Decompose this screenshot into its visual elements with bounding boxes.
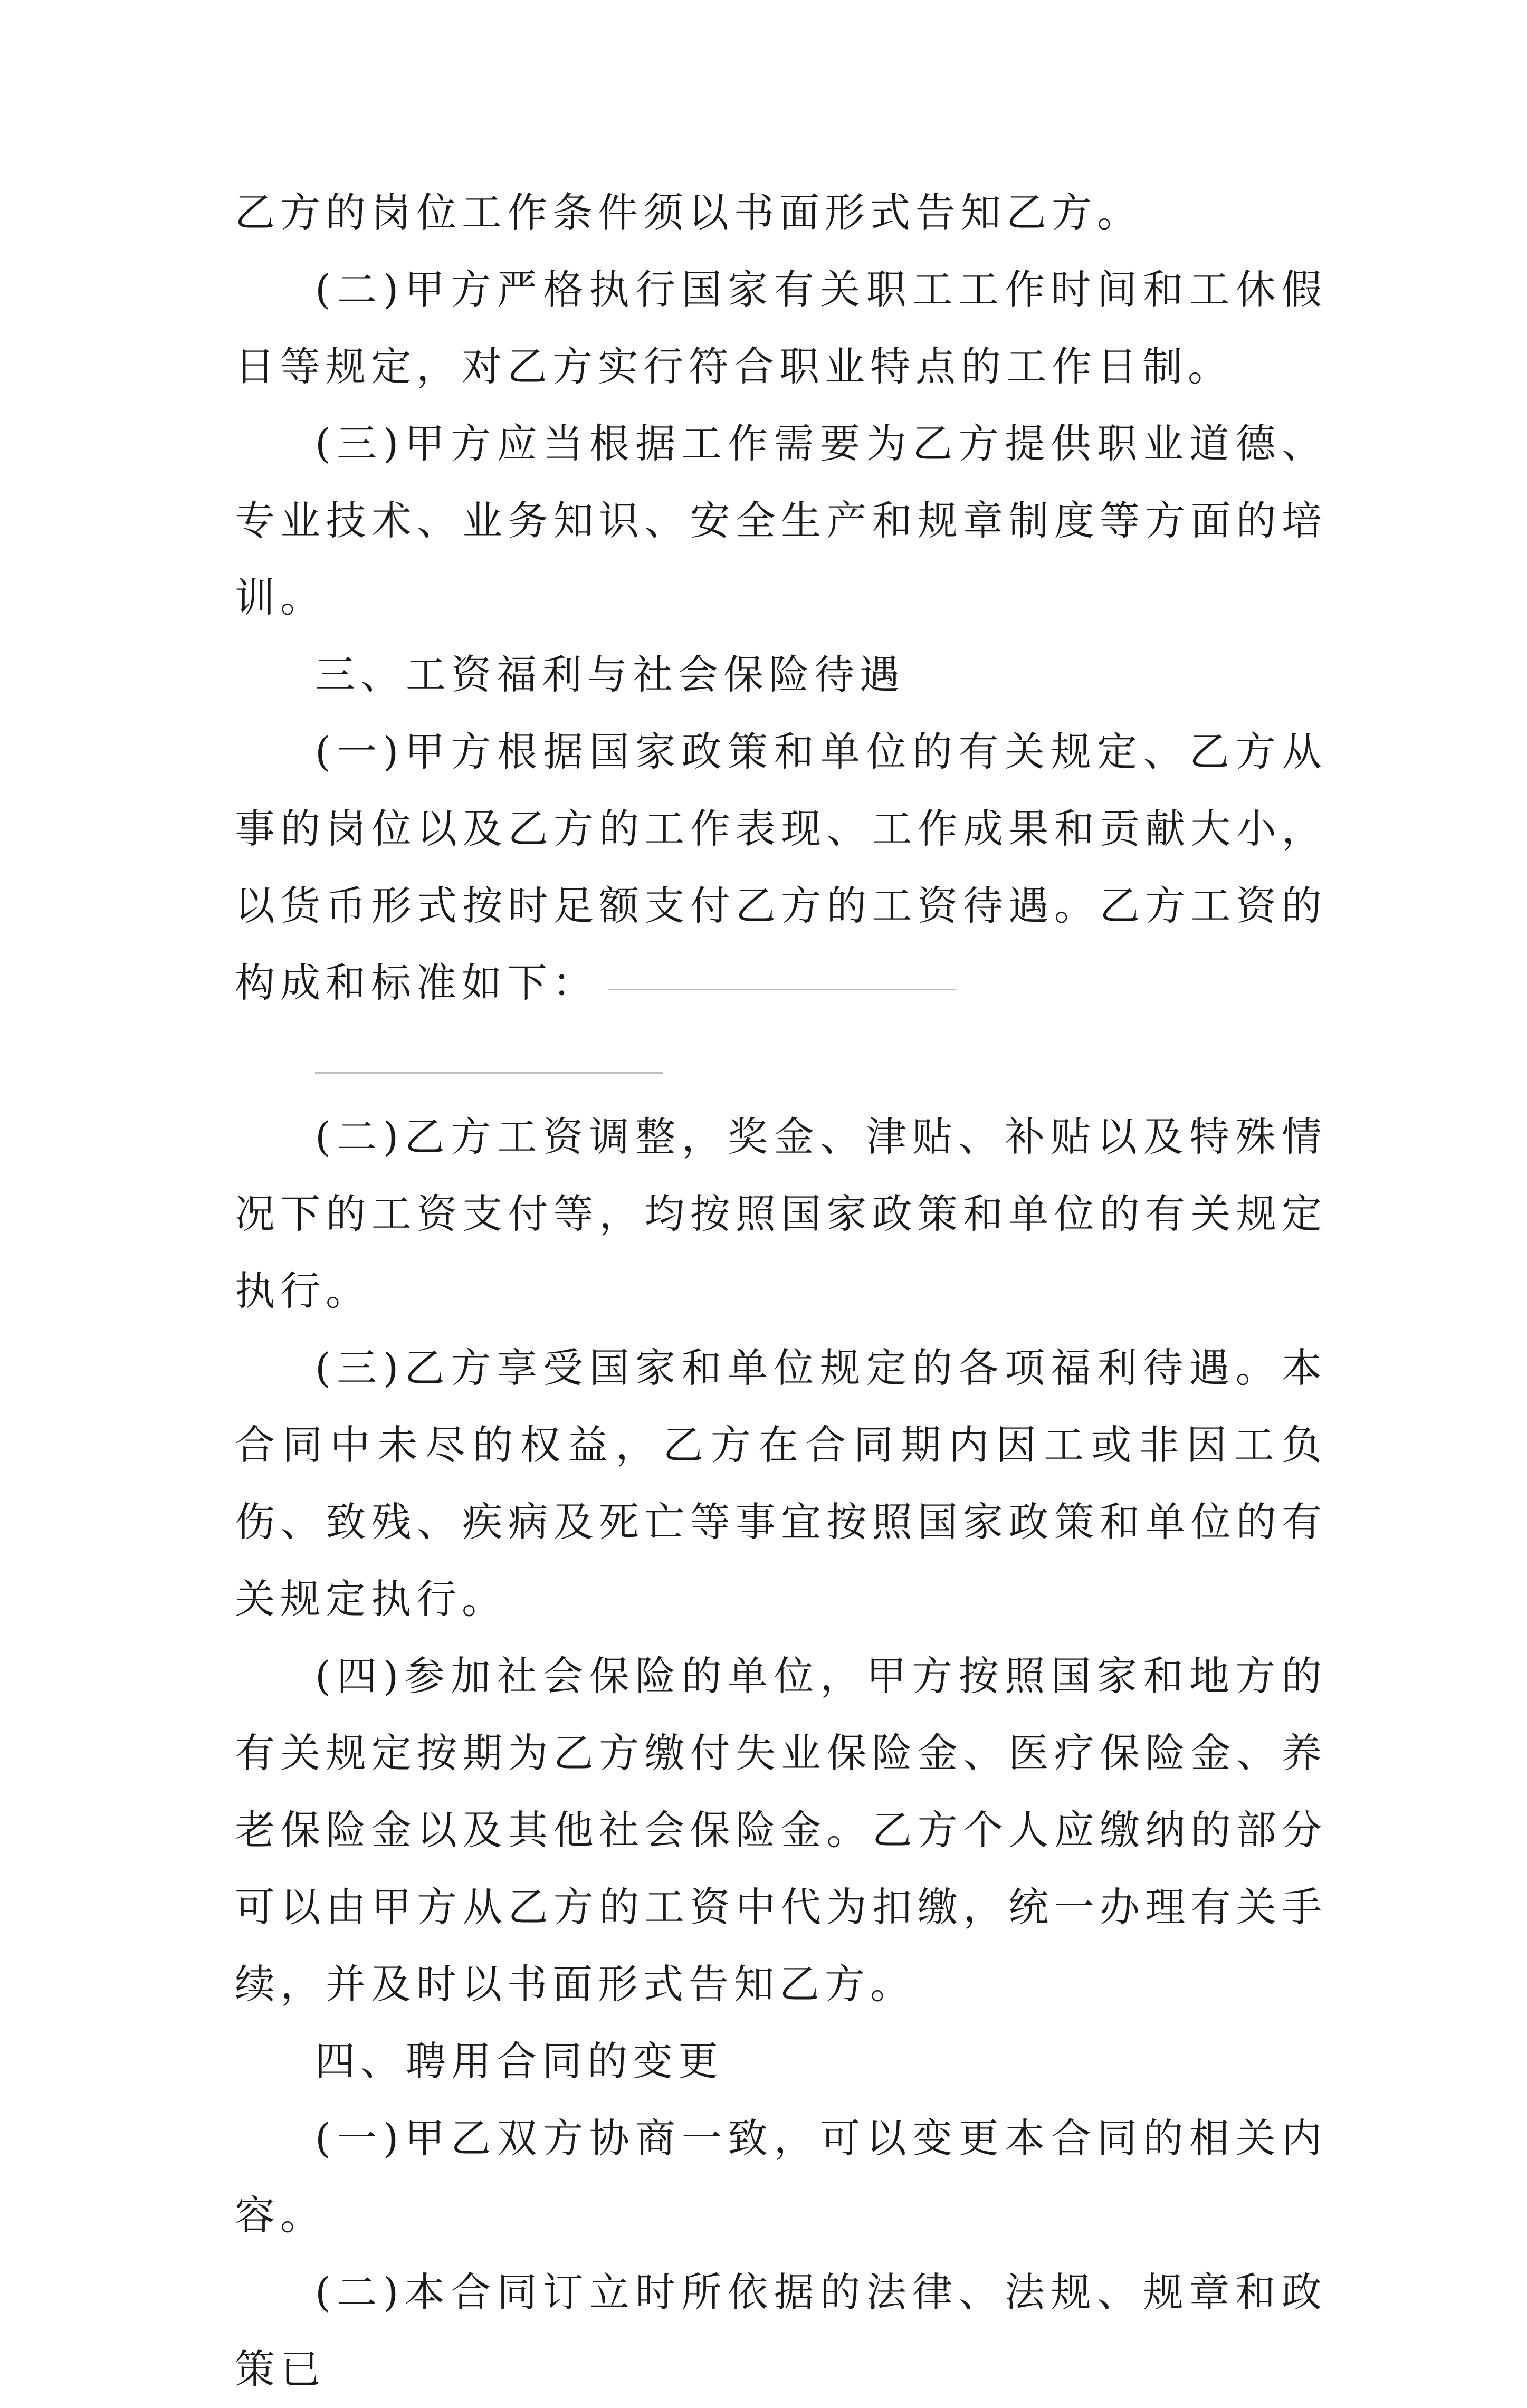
paragraph-training: (三)甲方应当根据工作需要为乙方提供职业道德、专业技术、业务知识、安全生产和规章制度等方面的培训。 — [235, 420, 1327, 621]
paragraph-welfare: (三)乙方享受国家和单位规定的各项福利待遇。本合同中未尽的权益，乙方在合同期内因工或非因工负伤、致残、疾病及死亡等事宜按照国家政策和单位的有关规定执行。 — [235, 1344, 1327, 1622]
fill-in-blank-row — [235, 1021, 1327, 1098]
section-heading-contract-change: 四、聘用合同的变更 — [315, 2038, 723, 2085]
fill-in-blank-line[interactable] — [608, 989, 957, 990]
paragraph-wage-payment — [235, 713, 1327, 1021]
paragraph-wage-adjustment: (二)乙方工资调整，奖金、津贴、补贴以及特殊情况下的工资支付等，均按照国家政策和单位的有关规定执行。 — [235, 1113, 1327, 1314]
paragraph-wage-payment-text: (一)甲方根据国家政策和单位的有关规定、乙方从事的岗位以及乙方的工作表现、工作成果和贡献大小，以货币形式按时足额支付乙方的工资待遇。乙方工资的构成和标准如下： — [235, 728, 1327, 1006]
paragraph-social-insurance: (四)参加社会保险的单位，甲方按照国家和地方的有关规定按期为乙方缴付失业保险金、医疗保险金、养老保险金以及其他社会保险金。乙方个人应缴纳的部分可以由甲方从乙方的工资中代为扣缴，统一办理有关手续，并及时以书面形式告知乙方。 — [235, 1652, 1327, 2008]
paragraph-work-hours: (二)甲方严格执行国家有关职工工作时间和工休假日等规定，对乙方实行符合职业特点的工作日制。 — [235, 266, 1327, 390]
section-heading-wages: 三、工资福利与社会保险待遇 — [315, 651, 905, 698]
fill-in-blank-line-2[interactable] — [315, 1072, 663, 1074]
paragraph-change-consent: (一)甲乙双方协商一致，可以变更本合同的相关内容。 — [235, 2115, 1327, 2239]
paragraph-change-basis: (二)本合同订立时所依据的法律、法规、规章和政策已 — [235, 2269, 1327, 2393]
paragraph-continuation: 乙方的岗位工作条件须以书面形式告知乙方。 — [235, 189, 1142, 236]
document-body — [235, 174, 1327, 2408]
